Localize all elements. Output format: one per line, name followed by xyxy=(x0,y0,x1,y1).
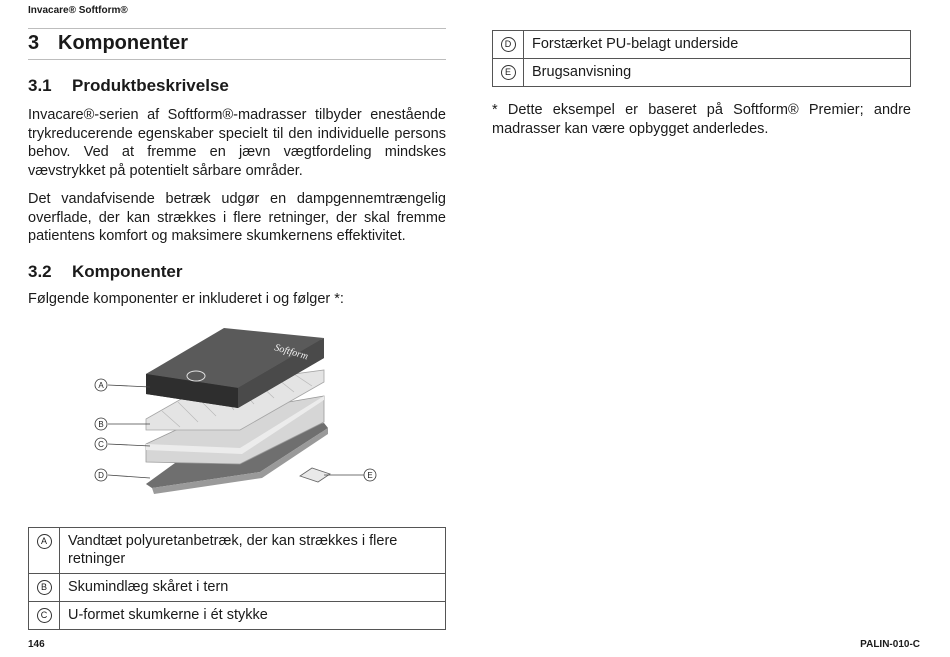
component-description: Skumindlæg skåret i tern xyxy=(60,574,446,602)
component-description: Vandtæt polyuretanbetræk, der kan strækkes i flere retninger xyxy=(60,528,446,574)
chapter-title: Komponenter xyxy=(58,32,188,54)
paragraph-description: Invacare®-serien af Softform®-madrasser tilbyder enestående trykreducerende egenskaber specielt til den individuelle persons behov. Ved at fremme en jævn vægtfordeling mindskes vævstrykket på potentielt sårbare områder. xyxy=(28,107,446,179)
left-column xyxy=(28,28,446,526)
cover-brand-text: Softform xyxy=(273,342,310,363)
header-brand: Invacare® Softform® xyxy=(28,5,128,16)
chapter-heading xyxy=(28,28,446,60)
paragraph-cover: Det vandafvisende betræk udgør en dampgennemtrængelig overflade, der kan strækkes i flere retninger, der skal fremme patientens komfort og maksimere skumkernens effektivitet. xyxy=(28,191,446,244)
component-description: Brugsanvisning xyxy=(524,59,911,87)
table-row xyxy=(493,31,911,59)
mattress-illustration xyxy=(28,316,446,526)
chapter-number: 3 xyxy=(28,32,40,54)
section-title: Produktbeskrivelse xyxy=(72,76,229,95)
callout-label-a: A xyxy=(98,381,104,390)
callout-label-c: C xyxy=(98,440,104,449)
section-heading-3-1 xyxy=(28,76,446,96)
table-row xyxy=(29,602,446,630)
components-table-left xyxy=(28,527,446,630)
paragraph-intro: Følgende komponenter er inkluderet i og følger *: xyxy=(28,290,344,307)
components-table-right xyxy=(492,30,911,87)
table-row xyxy=(493,59,911,87)
component-description: Forstærket PU-belagt underside xyxy=(524,31,911,59)
component-description: U-formet skumkerne i ét stykke xyxy=(60,602,446,630)
section-number: 3.2 xyxy=(28,261,52,281)
section-heading-3-2 xyxy=(28,262,446,282)
table-row xyxy=(29,528,446,574)
footnote: * Dette eksempel er baseret på Softform® Premier; andre madrasser kan være opbygget anderledes. xyxy=(492,102,911,137)
table-row xyxy=(29,574,446,602)
callout-label-b: B xyxy=(98,420,104,429)
callout-label-e: E xyxy=(367,471,373,480)
section-title: Komponenter xyxy=(72,261,183,281)
component-key: A xyxy=(37,534,52,549)
document-code: PALIN-010-C xyxy=(860,639,920,650)
section-number: 3.1 xyxy=(28,76,52,95)
mattress-exploded-figure xyxy=(28,316,446,526)
right-column xyxy=(492,30,911,138)
component-key: B xyxy=(37,580,52,595)
component-key: C xyxy=(37,608,52,623)
callout-label-d: D xyxy=(98,471,104,480)
component-key: E xyxy=(501,65,516,80)
page-number: 146 xyxy=(28,639,45,650)
components-table-left-wrapper xyxy=(28,527,446,630)
component-key: D xyxy=(501,37,516,52)
